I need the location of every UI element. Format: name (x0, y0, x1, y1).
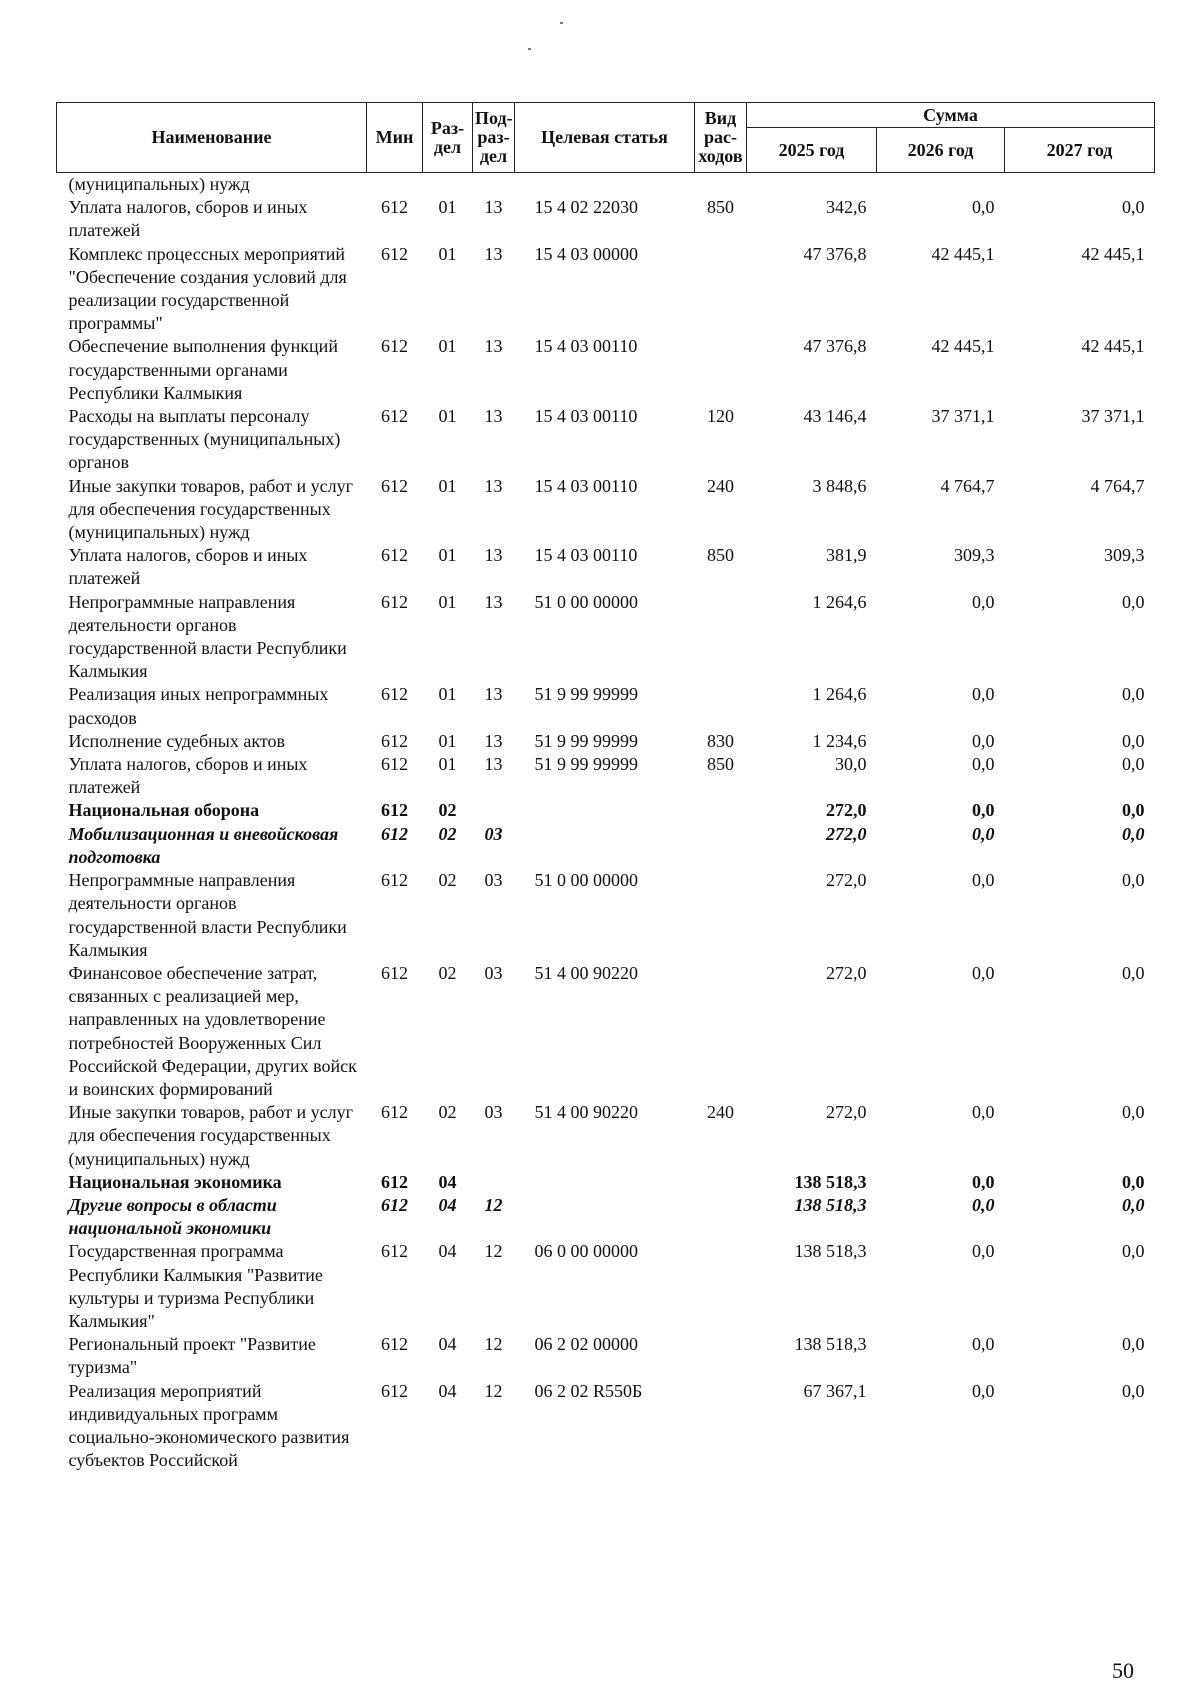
row-razdel: 02 (438, 800, 457, 821)
row-amount-2027: 0,0 (1122, 962, 1145, 983)
row-podrazdel: 13 (484, 243, 503, 264)
header-summa: Сумма (747, 103, 1155, 128)
row-code: 06 0 00 00000 (534, 1241, 638, 1262)
row-name: Уплата налогов, сборов и иных платежей (68, 545, 308, 589)
header-2027: 2027 год (1005, 128, 1155, 173)
row-razdel: 02 (438, 962, 457, 983)
row-podrazdel: 03 (484, 870, 503, 891)
table-row (57, 1380, 1155, 1473)
row-vid (695, 823, 747, 869)
row-amount-2027: 0,0 (1122, 1171, 1145, 1192)
row-code (515, 799, 695, 822)
row-amount-2025: 272,0 (826, 800, 867, 821)
row-name: Региональный проект "Развитие туризма" (68, 1334, 316, 1378)
row-podrazdel: 13 (484, 684, 503, 705)
row-name: Комплекс процессных мероприятий "Обеспечение создания условий для реализации государственной программы" (68, 243, 347, 334)
row-name: Обеспечение выполнения функций государственными органами Республики Калмыкия (68, 336, 338, 403)
table-row (57, 730, 1155, 753)
table-row (57, 1171, 1155, 1194)
row-name: Иные закупки товаров, работ и услуг для обеспечения государственных (муниципальных) нужд (68, 475, 353, 543)
scan-speck (528, 48, 531, 50)
table-row (57, 683, 1155, 729)
row-amount-2027: 0,0 (1122, 1334, 1145, 1355)
table-row (57, 1333, 1155, 1379)
row-podrazdel: 12 (484, 1241, 503, 1262)
row-razdel: 04 (438, 1241, 457, 1262)
row-amount-2025: 272,0 (826, 823, 867, 844)
row-podrazdel: 12 (484, 1380, 503, 1401)
row-amount-2026: 0,0 (972, 754, 995, 775)
row-razdel: 02 (438, 823, 457, 844)
row-razdel: 01 (438, 197, 457, 218)
row-amount-2026: 0,0 (972, 1241, 995, 1262)
table-row (57, 405, 1155, 475)
row-amount-2027 (1005, 173, 1155, 197)
row-code: 15 4 03 00110 (534, 475, 638, 496)
row-amount-2027: 0,0 (1122, 754, 1145, 775)
row-code (515, 173, 695, 197)
row-name: Непрограммные направления деятельности органов государственной власти Республики Калмыкия (68, 870, 347, 960)
row-podrazdel: 12 (484, 1194, 503, 1215)
table-row (57, 173, 1155, 197)
row-min: 612 (381, 1194, 408, 1215)
row-podrazdel: 13 (484, 754, 503, 775)
row-code: 51 9 99 99999 (534, 730, 638, 751)
row-min: 612 (381, 962, 408, 983)
row-amount-2026: 0,0 (972, 962, 995, 983)
row-razdel: 02 (438, 1102, 457, 1123)
row-vid (695, 683, 747, 729)
row-min: 612 (381, 684, 408, 705)
table-row (57, 1194, 1155, 1240)
header-code: Целевая статья (515, 103, 695, 173)
row-amount-2025: 1 264,6 (812, 684, 867, 705)
row-razdel: 01 (438, 545, 457, 566)
row-min: 612 (381, 1334, 408, 1355)
table-row (57, 243, 1155, 336)
row-amount-2027: 309,3 (1104, 545, 1145, 566)
header-vid: Вид рас-ходов (695, 103, 747, 173)
row-code: 15 4 02 22030 (534, 197, 638, 218)
row-code: 06 2 02 R550Б (534, 1380, 643, 1401)
row-min: 612 (381, 1171, 408, 1192)
row-razdel: 01 (438, 754, 457, 775)
row-amount-2026: 0,0 (972, 823, 995, 844)
row-amount-2025: 138 518,3 (794, 1334, 867, 1355)
row-amount-2027: 42 445,1 (1081, 243, 1145, 264)
table-row (57, 869, 1155, 962)
row-podrazdel (473, 1171, 515, 1194)
row-amount-2027: 0,0 (1122, 1102, 1145, 1123)
row-razdel: 04 (438, 1334, 457, 1355)
row-amount-2025: 67 367,1 (803, 1380, 867, 1401)
row-min: 612 (381, 591, 408, 612)
row-amount-2025: 138 518,3 (794, 1171, 867, 1192)
row-min: 612 (381, 243, 408, 264)
row-vid (695, 173, 747, 197)
table-row (57, 544, 1155, 590)
row-name: Национальная экономика (68, 1171, 282, 1192)
row-amount-2026: 37 371,1 (931, 406, 995, 427)
table-row (57, 823, 1155, 869)
row-vid: 240 (707, 475, 734, 496)
row-min (367, 173, 423, 197)
row-name: Иные закупки товаров, работ и услуг для обеспечения государственных (муниципальных) нужд (68, 1102, 353, 1169)
row-amount-2026: 0,0 (972, 730, 995, 751)
row-vid (695, 335, 747, 405)
row-name: Исполнение судебных актов (68, 730, 286, 751)
row-podrazdel: 13 (484, 197, 503, 218)
header-name: Наименование (57, 103, 367, 173)
row-amount-2025: 1 264,6 (812, 591, 867, 612)
row-vid (695, 1171, 747, 1194)
row-amount-2027: 4 764,7 (1090, 475, 1145, 496)
row-amount-2027: 0,0 (1122, 870, 1145, 891)
row-podrazdel: 03 (484, 1102, 503, 1123)
table-header (57, 103, 1155, 173)
row-amount-2026: 42 445,1 (931, 243, 995, 264)
row-amount-2025: 342,6 (826, 197, 867, 218)
row-razdel: 01 (438, 591, 457, 612)
row-min: 612 (381, 336, 408, 357)
row-name: Финансовое обеспечение затрат, связанных с реализацией мер, направленных на удовлетворение потребностей Вооруженных Сил Российской Федерации, других войск и воинских формирований (68, 962, 357, 1099)
row-amount-2027: 0,0 (1122, 730, 1145, 751)
row-vid (695, 799, 747, 822)
row-amount-2026: 0,0 (972, 1171, 995, 1192)
row-code: 15 4 03 00110 (534, 545, 638, 566)
table-row (57, 335, 1155, 405)
row-code: 51 9 99 99999 (534, 754, 638, 775)
page-number: 50 (1112, 1658, 1134, 1683)
row-vid: 120 (707, 406, 734, 427)
row-name: Уплата налогов, сборов и иных платежей (68, 197, 308, 241)
scan-speck (560, 22, 563, 24)
header-min: Мин (367, 103, 423, 173)
table-row (57, 475, 1155, 545)
header-2026: 2026 год (877, 128, 1005, 173)
row-vid (695, 591, 747, 684)
row-amount-2025: 272,0 (826, 870, 867, 891)
row-amount-2025: 138 518,3 (794, 1194, 867, 1215)
row-amount-2026: 0,0 (972, 197, 995, 218)
row-name: Реализация иных непрограммных расходов (68, 684, 329, 728)
table-row (57, 591, 1155, 684)
row-amount-2026: 0,0 (972, 800, 995, 821)
row-amount-2025: 1 234,6 (812, 730, 867, 751)
row-amount-2027: 0,0 (1122, 197, 1145, 218)
row-name: Непрограммные направления деятельности органов государственной власти Республики Калмыкия (68, 591, 347, 682)
row-amount-2026: 309,3 (954, 545, 995, 566)
row-min: 612 (381, 754, 408, 775)
row-amount-2027: 0,0 (1122, 684, 1145, 705)
row-vid (695, 869, 747, 962)
row-amount-2027: 0,0 (1122, 1241, 1145, 1262)
row-razdel: 01 (438, 406, 457, 427)
row-vid (695, 1194, 747, 1240)
row-code (515, 1171, 695, 1194)
row-amount-2025: 381,9 (826, 545, 867, 566)
row-code: 15 4 03 00000 (534, 243, 638, 264)
row-podrazdel (473, 799, 515, 822)
row-min: 612 (381, 406, 408, 427)
row-min: 612 (381, 800, 408, 821)
row-code: 51 9 99 99999 (534, 684, 638, 705)
row-amount-2026: 0,0 (972, 591, 995, 612)
row-code: 51 0 00 00000 (534, 591, 638, 612)
row-razdel (423, 173, 473, 197)
row-name: Мобилизационная и вневойсковая подготовка (68, 823, 339, 867)
row-amount-2025: 272,0 (826, 962, 867, 983)
row-name: Государственная программа Республики Калмыкия "Развитие культуры и туризма Республики Калмыкия" (68, 1241, 323, 1331)
row-podrazdel: 13 (484, 336, 503, 357)
table-row (57, 962, 1155, 1101)
row-amount-2025: 47 376,8 (803, 336, 867, 357)
row-amount-2026: 0,0 (972, 1194, 995, 1215)
table-row (57, 1240, 1155, 1333)
row-vid (695, 962, 747, 1101)
row-code: 06 2 02 00000 (534, 1334, 638, 1355)
header-razdel: Раз-дел (423, 103, 473, 173)
row-razdel: 04 (438, 1380, 457, 1401)
table-row (57, 196, 1155, 242)
row-podrazdel: 13 (484, 475, 503, 496)
row-name: (муниципальных) нужд (68, 174, 250, 194)
row-name: Реализация мероприятий индивидуальных программ социально-экономического развития субъектов Российской (68, 1380, 350, 1471)
table-row (57, 799, 1155, 822)
table-body (57, 173, 1155, 1473)
row-amount-2025: 3 848,6 (812, 475, 867, 496)
row-podrazdel: 13 (484, 730, 503, 751)
row-razdel: 01 (438, 684, 457, 705)
row-min: 612 (381, 545, 408, 566)
row-amount-2027: 0,0 (1122, 1380, 1145, 1401)
row-min: 612 (381, 823, 408, 844)
row-amount-2027: 0,0 (1122, 800, 1145, 821)
row-amount-2026: 0,0 (972, 1102, 995, 1123)
row-razdel: 01 (438, 475, 457, 496)
row-amount-2026: 0,0 (972, 684, 995, 705)
table-row (57, 1101, 1155, 1171)
budget-table (56, 102, 1155, 1472)
row-vid (695, 243, 747, 336)
row-vid: 850 (707, 545, 734, 566)
row-vid (695, 1380, 747, 1473)
row-podrazdel: 13 (484, 591, 503, 612)
row-amount-2025: 43 146,4 (803, 406, 867, 427)
row-code: 51 4 00 90220 (534, 1102, 638, 1123)
row-vid: 850 (707, 754, 734, 775)
row-name: Расходы на выплаты персоналу государственных (муниципальных) органов (68, 406, 341, 473)
row-amount-2026: 4 764,7 (940, 475, 995, 496)
row-name: Уплата налогов, сборов и иных платежей (68, 754, 308, 798)
row-amount-2025 (747, 173, 877, 197)
row-amount-2025: 272,0 (826, 1102, 867, 1123)
row-amount-2027: 42 445,1 (1081, 336, 1145, 357)
row-amount-2027: 0,0 (1122, 1194, 1145, 1215)
row-razdel: 04 (438, 1194, 457, 1215)
row-code: 15 4 03 00110 (534, 406, 638, 427)
row-amount-2027: 0,0 (1122, 591, 1145, 612)
row-podrazdel: 13 (484, 406, 503, 427)
row-podrazdel: 12 (484, 1334, 503, 1355)
row-amount-2026: 0,0 (972, 870, 995, 891)
row-podrazdel: 03 (484, 823, 503, 844)
row-vid: 830 (707, 730, 734, 751)
row-code: 15 4 03 00110 (534, 336, 638, 357)
row-code (515, 1194, 695, 1240)
row-min: 612 (381, 870, 408, 891)
row-vid (695, 1240, 747, 1333)
row-razdel: 01 (438, 243, 457, 264)
row-amount-2026: 0,0 (972, 1380, 995, 1401)
row-amount-2026 (877, 173, 1005, 197)
row-razdel: 02 (438, 870, 457, 891)
row-amount-2025: 30,0 (835, 754, 867, 775)
header-2025: 2025 год (747, 128, 877, 173)
row-min: 612 (381, 730, 408, 751)
row-min: 612 (381, 1380, 408, 1401)
row-code: 51 0 00 00000 (534, 870, 638, 891)
row-code (515, 823, 695, 869)
row-name: Национальная оборона (68, 800, 260, 821)
row-vid: 850 (707, 197, 734, 218)
row-min: 612 (381, 197, 408, 218)
row-amount-2026: 42 445,1 (931, 336, 995, 357)
row-code: 51 4 00 90220 (534, 962, 638, 983)
row-vid (695, 1333, 747, 1379)
row-amount-2025: 47 376,8 (803, 243, 867, 264)
row-amount-2027: 0,0 (1122, 823, 1145, 844)
row-min: 612 (381, 1241, 408, 1262)
row-razdel: 04 (438, 1171, 457, 1192)
row-razdel: 01 (438, 730, 457, 751)
row-podrazdel: 13 (484, 545, 503, 566)
row-amount-2025: 138 518,3 (794, 1241, 867, 1262)
row-min: 612 (381, 1102, 408, 1123)
row-podrazdel (473, 173, 515, 197)
row-podrazdel: 03 (484, 962, 503, 983)
header-podrazdel: Под-раз-дел (473, 103, 515, 173)
row-name: Другие вопросы в области национальной экономики (68, 1194, 277, 1239)
row-amount-2027: 37 371,1 (1081, 406, 1145, 427)
row-vid: 240 (707, 1102, 734, 1123)
table-row (57, 753, 1155, 799)
row-min: 612 (381, 475, 408, 496)
row-razdel: 01 (438, 336, 457, 357)
row-amount-2026: 0,0 (972, 1334, 995, 1355)
